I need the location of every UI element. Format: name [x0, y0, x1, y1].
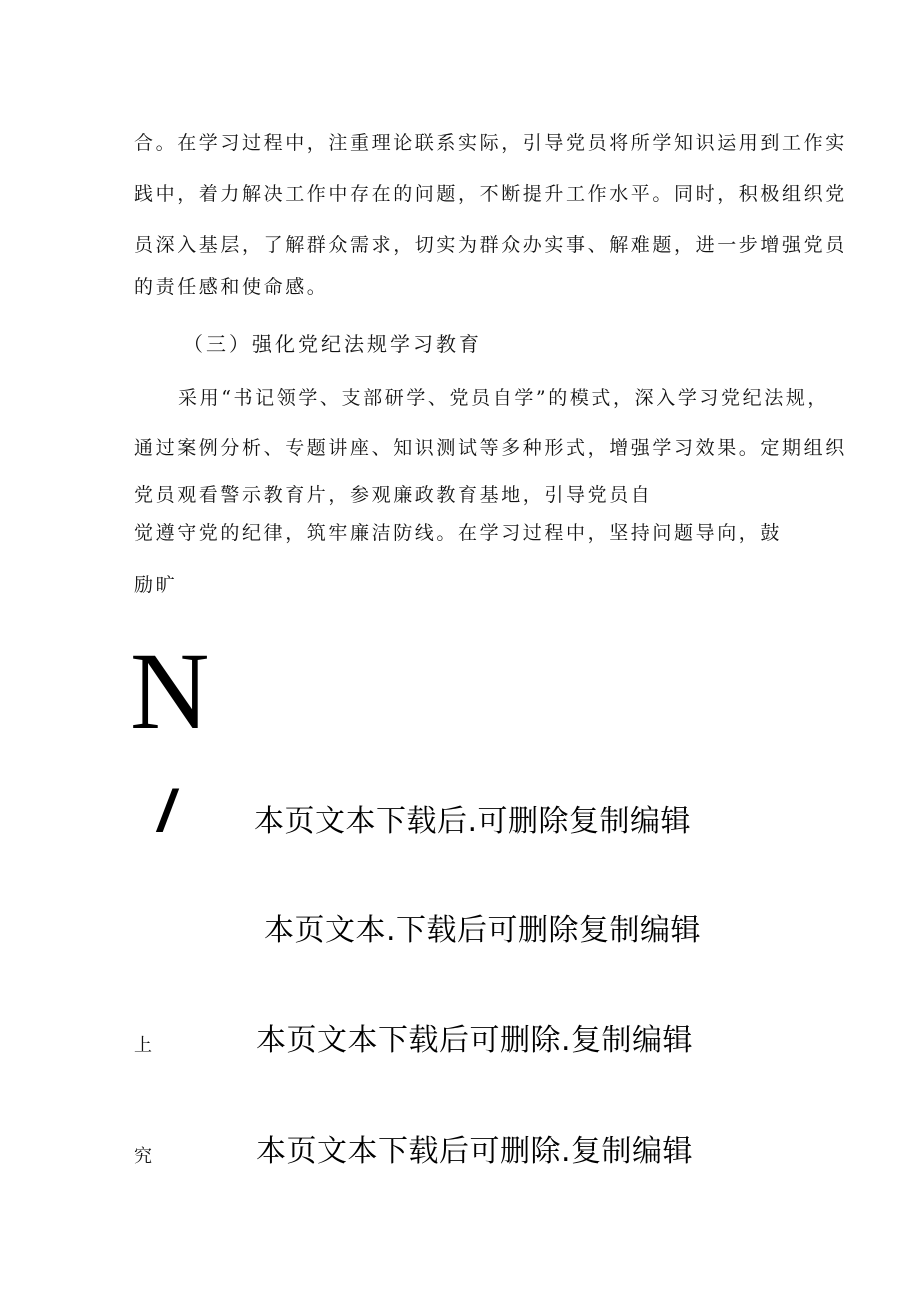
section-heading: （三）强化党纪法规学习教育 — [183, 332, 482, 356]
body-text-line: 合。在学习过程中，注重理论联系实际，引导党员将所学知识运用到工作实 — [134, 132, 847, 154]
body-text-line: 员深入基层，了解群众需求，切实为群众办实事、解难题，进一步增强党员 — [134, 234, 847, 256]
body-text-line: 励旷 — [134, 574, 178, 596]
download-notice: 本页文本.下载后可删除复制编辑 — [264, 913, 702, 948]
stray-character: 究 — [134, 1146, 152, 1167]
stray-character: 上 — [134, 1035, 152, 1056]
body-text-line: 采用“书记领学、支部研学、党员自学”的模式，深入学习党纪法规， — [178, 387, 830, 409]
body-text-line: 党员观看警示教育片，参观廉政教育基地，引导党员自 — [134, 484, 653, 506]
body-text-line: 通过案例分析、专题讲座、知识测试等多种形式，增强学习效果。定期组织 — [134, 437, 847, 459]
download-notice: 本页文本下载后可删除.复制编辑 — [256, 1023, 694, 1058]
body-text-line: 觉遵守党的纪律，筑牢廉洁防线。在学习过程中，坚持问题导向，鼓 — [134, 522, 783, 544]
body-text-line: 践中，着力解决工作中存在的问题，不断提升工作水平。同时，积极组织党 — [134, 183, 847, 205]
slash-mark: / — [158, 779, 175, 844]
body-text-line: 的责任感和使命感。 — [134, 276, 329, 298]
download-notice: 本页文本下载后可删除.复制编辑 — [256, 1134, 694, 1169]
large-letter-n: N — [130, 630, 210, 752]
download-notice: 本页文本下载后.可删除复制编辑 — [254, 804, 692, 839]
